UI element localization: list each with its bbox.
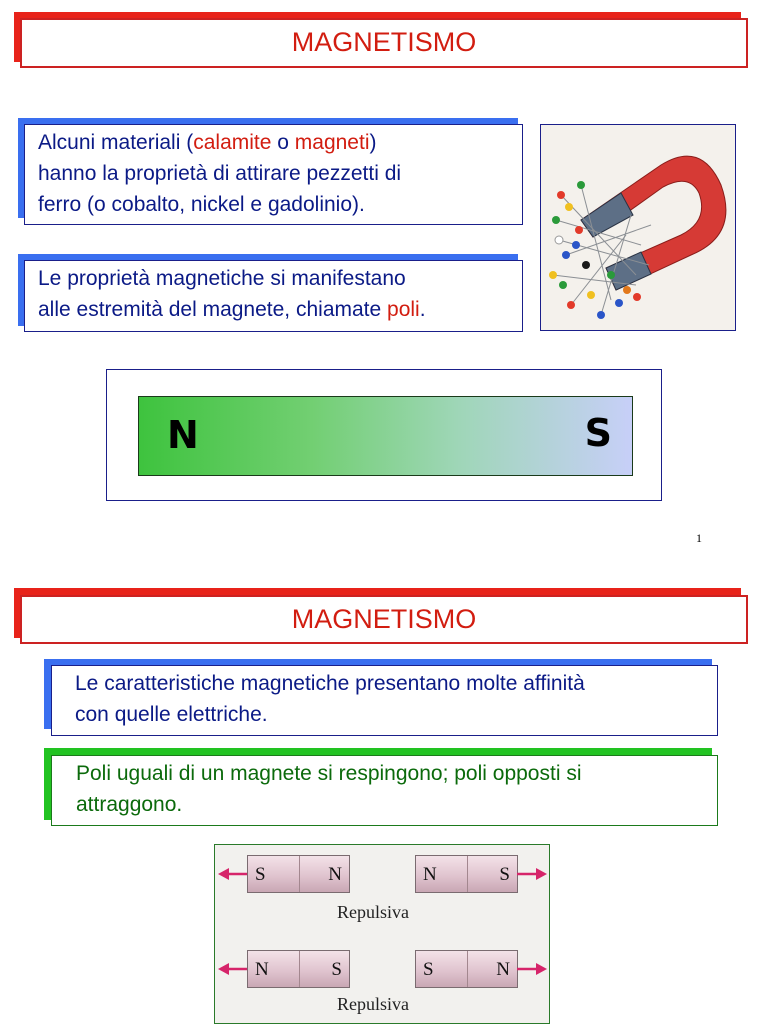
poles-text-box [24,260,523,332]
poles-rule-line-2: attraggono. [76,793,183,816]
caption-repulsiva-1: Repulsiva [337,902,409,922]
caption-repulsiva-2: Repulsiva [337,994,409,1014]
poles-rule-text-box [51,755,718,826]
magnet-row2-right [415,950,518,988]
pole-label: S [331,959,342,980]
pole-label: S [423,959,434,980]
page-title: MAGNETISMO [20,18,748,68]
magnet-row1-right [415,855,518,893]
affinity-line-1: Le caratteristiche magnetiche presentano molte affinità [75,672,585,695]
horseshoe-magnet-image [540,124,736,331]
page-number: 1 [696,531,702,545]
repulsion-figure [214,844,550,1024]
magnet-row1-left [247,855,350,893]
poles-line-1: Le proprietà magnetiche si manifestano [38,267,406,290]
pole-label: N [496,959,510,980]
intro-line-3: ferro (o cobalto, nickel e gadolinio). [38,193,365,216]
affinity-line-2: con quelle elettriche. [75,703,268,726]
bar-magnet [138,396,633,476]
right-arrow-icon [517,867,547,881]
poles-rule-line-1: Poli uguali di un magnete si respingono; poli opposti si [76,762,582,785]
pole-label: N [255,959,269,980]
horseshoe-magnet-illustration [541,125,734,329]
intro-line-2: hanno la proprietà di attirare pezzetti di [38,162,402,185]
magnet-row2-left [247,950,350,988]
page-title-2: MAGNETISMO [20,595,748,644]
affinity-text-box [51,665,718,736]
pole-label: N [423,864,437,885]
right-arrow-icon [517,962,547,976]
intro-text-box [24,124,523,225]
left-arrow-icon [218,867,248,881]
south-pole-label: S [584,411,612,455]
north-pole-label: N [167,413,199,457]
poles-line-2: alle estremità del magnete, chiamate poli. [38,298,426,321]
left-arrow-icon [218,962,248,976]
intro-line-1: Alcuni materiali (calamite o magneti) [38,131,377,154]
pole-label: N [328,864,342,885]
pole-label: S [499,864,510,885]
pole-label: S [255,864,266,885]
